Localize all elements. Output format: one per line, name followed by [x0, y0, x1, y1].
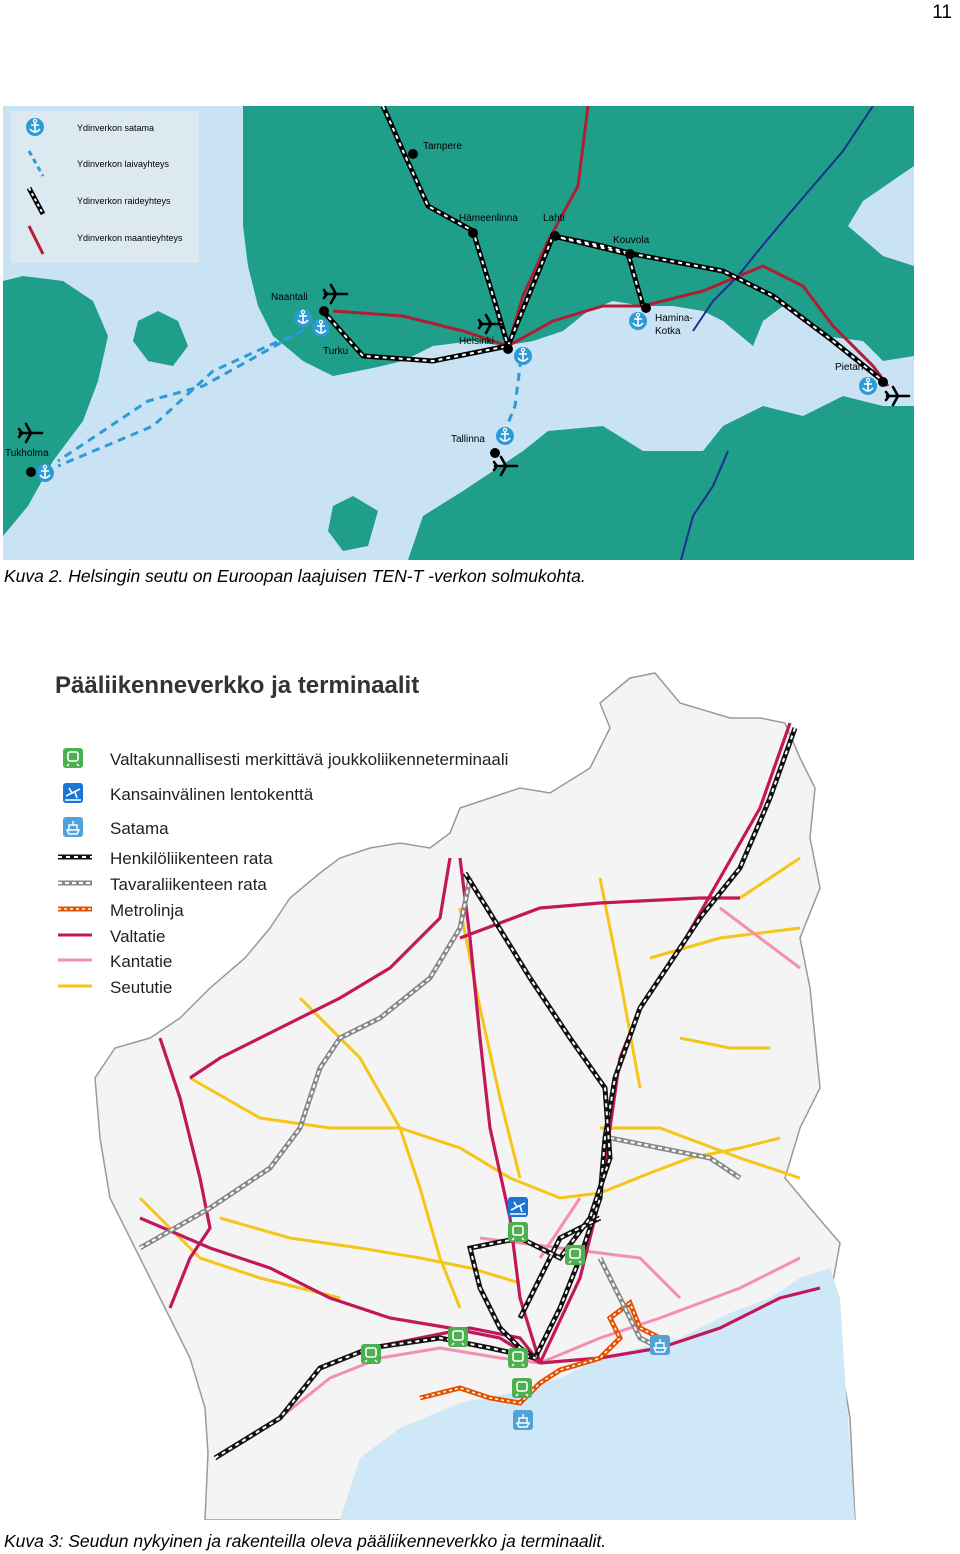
city-hamina: Hamina- [655, 313, 693, 324]
legend-freight-rail: Tavaraliikenteen rata [110, 875, 267, 894]
figure1-caption: Kuva 2. Helsingin seutu on Euroopan laajuisen TEN-T -verkon solmukohta. [4, 566, 586, 586]
city-tallinna: Tallinna [451, 434, 485, 445]
legend-kantatie: Kantatie [110, 952, 173, 971]
city-naantali: Naantali [271, 292, 308, 303]
ten-t-map [3, 106, 914, 560]
figure2-caption: Kuva 3: Seudun nykyinen ja rakenteilla oleva pääliikenneverkko ja terminaalit. [4, 1531, 607, 1551]
main-network-map [40, 658, 864, 1520]
legend-seututie: Seututie [110, 978, 173, 997]
legend-ferry: Ydinverkon laivayhteys [77, 159, 170, 169]
city-tukholma: Tukholma [5, 448, 49, 459]
legend-valtatie: Valtatie [110, 927, 166, 946]
city-pietari: Pietari [835, 362, 864, 373]
legend-road: Ydinverkon maantieyhteys [77, 233, 183, 243]
city-tampere: Tampere [423, 141, 462, 152]
page-number: 11 [932, 2, 952, 23]
legend-airport: Kansainvälinen lentokenttä [110, 785, 314, 804]
legend-port: Satama [110, 819, 169, 838]
legend-metro: Metrolinja [110, 901, 184, 920]
legend-passenger-rail: Henkilöliikenteen rata [110, 849, 273, 868]
city-kotka: Kotka [655, 326, 681, 337]
legend-port: Ydinverkon satama [77, 123, 155, 133]
city-hameenlinna: Hämeenlinna [459, 213, 518, 224]
city-lahti: Lahti [543, 213, 565, 224]
legend-terminal: Valtakunnallisesti merkittävä joukkoliikenneterminaali [110, 750, 509, 769]
city-turku: Turku [323, 346, 349, 357]
map-title: Pääliikenneverkko ja terminaalit [55, 672, 420, 699]
city-kouvola: Kouvola [613, 235, 650, 246]
legend-rail: Ydinverkon raideyhteys [77, 196, 171, 206]
city-helsinki: Helsinki [459, 336, 495, 347]
